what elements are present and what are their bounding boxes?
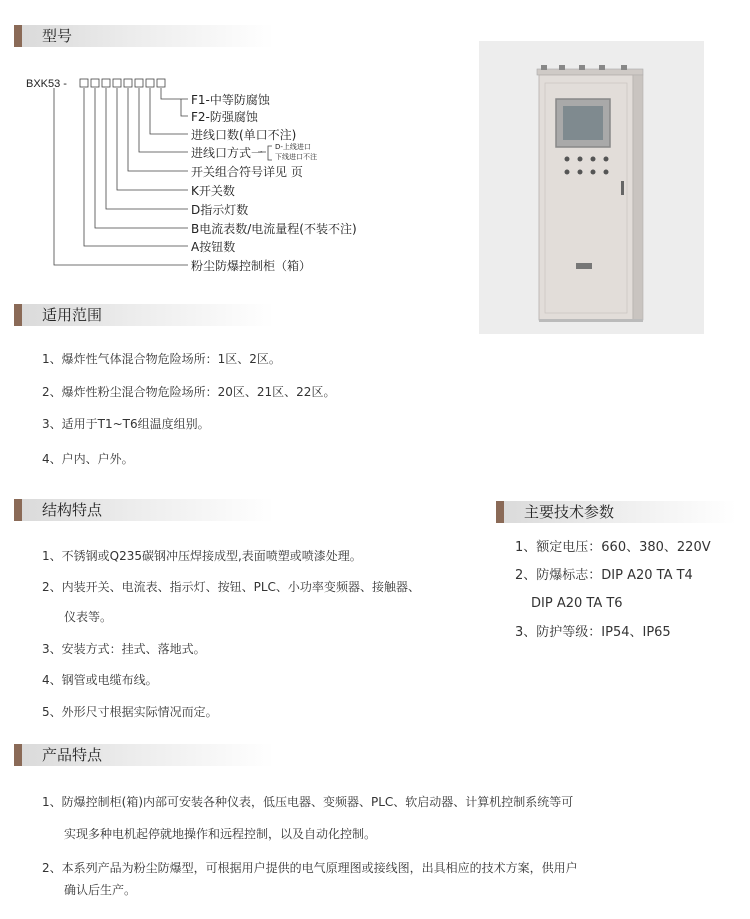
structure-item-5: 5、外形尺寸根据实际情况而定。 (42, 705, 218, 719)
scope-item-3: 3、适用于T1~T6组温度组别。 (42, 417, 210, 431)
model-label-b: B电流表数/电流量程(不装不注) (191, 222, 357, 236)
model-label-d: D指示灯数 (191, 203, 249, 217)
structure-item-1: 1、不锈钢或Q235碳钢冲压焊接成型,表面喷塑或喷漆处理。 (42, 549, 362, 563)
model-label-entry-mode: 进线口方式一 (191, 146, 264, 160)
section-title: 结构特点 (42, 501, 103, 519)
model-label-f1: F1-中等防腐蚀 (191, 93, 270, 107)
scope-item-2: 2、爆炸性粉尘混合物危险场所：20区、21区、22区。 (42, 385, 336, 399)
model-label-k: K开关数 (191, 184, 235, 198)
tech-item-1: 1、额定电压：660、380、220V (515, 540, 711, 555)
tech-item-2-cont: DIP A20 TA T6 (531, 596, 623, 611)
cabinet-illustration (479, 41, 704, 334)
product-item-1-cont: 实现多种电机起停就地操作和远程控制，以及自动化控制。 (64, 827, 377, 841)
model-label-a: A按钮数 (191, 240, 236, 254)
product-photo (479, 41, 704, 334)
product-item-2: 2、本系列产品为粉尘防爆型，可根据用户提供的电气原理图或接线图，出具相应的技术方案，供用户 (42, 861, 578, 875)
section-title: 适用范围 (42, 306, 103, 324)
model-label-cabinet: 粉尘防爆控制柜（箱） (191, 259, 312, 273)
product-item-1: 1、防爆控制柜(箱)内部可安装各种仪表，低压电器、变频器、PLC、软启动器、计算机控制系统等可 (42, 795, 574, 809)
section-title: 主要技术参数 (524, 503, 615, 521)
model-label-entry-count: 进线口数(单口不注) (191, 128, 297, 142)
product-item-2-cont: 确认后生产。 (64, 883, 137, 897)
scope-item-1: 1、爆炸性气体混合物危险场所：1区、2区。 (42, 352, 281, 366)
entry-option-top: D-上线进口 (275, 143, 311, 151)
section-title: 产品特点 (42, 746, 103, 764)
section-title: 型号 (42, 27, 73, 45)
scope-item-4: 4、户内、户外。 (42, 452, 134, 466)
model-label-f2: F2-防强腐蚀 (191, 110, 258, 124)
entry-option-bottom: 下线进口不注 (275, 153, 317, 161)
model-label-switch-combo: 开关组合符号详见 页 (191, 165, 303, 179)
structure-item-4: 4、钢管或电缆布线。 (42, 673, 158, 687)
model-code: BXK53 - (26, 78, 67, 90)
tech-item-2: 2、防爆标志：DIP A20 TA T4 (515, 568, 693, 583)
tech-item-3: 3、防护等级：IP54、IP65 (515, 625, 671, 640)
structure-item-2-cont: 仪表等。 (64, 610, 113, 624)
structure-item-3: 3、安装方式：挂式、落地式。 (42, 642, 206, 656)
structure-item-2: 2、内装开关、电流表、指示灯、按钮、PLC、小功率变频器、接触器、 (42, 580, 420, 594)
